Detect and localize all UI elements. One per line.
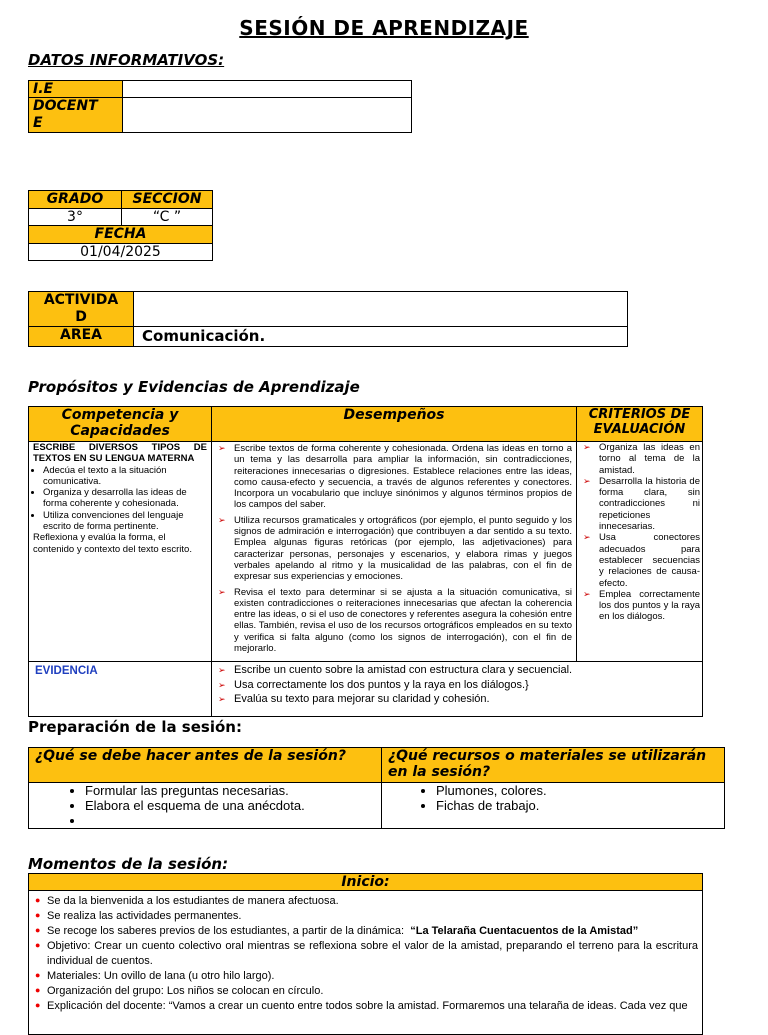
desempenos-cell bbox=[212, 442, 577, 662]
evidencia-item: ➢ Escribe un cuento sobre la amistad con estructura clara y secuencial. bbox=[216, 663, 698, 678]
page-title: SESIÓN DE APRENDIZAJE bbox=[239, 16, 529, 40]
seccion-label: SECCION bbox=[122, 191, 213, 209]
capacidad-item: • Adecúa el texto a la situación comunicativa. bbox=[43, 465, 207, 488]
evidencia-item: ➢ Usa correctamente los dos puntos y la raya en los diálogos.} bbox=[216, 678, 698, 693]
propositos-heading: Propósitos y Evidencias de Aprendizaje bbox=[28, 378, 360, 396]
recurso-item: • Fichas de trabajo. bbox=[436, 798, 720, 813]
inicio-item: ● Organización del grupo: Los niños se colocan en círculo. bbox=[33, 984, 698, 999]
criterios-cell bbox=[577, 442, 703, 662]
col-competencia: Competencia y Capacidades bbox=[29, 407, 212, 442]
criterio-item: ➢ Emplea correctamente los dos puntos y la raya en los diálogos. bbox=[581, 589, 700, 623]
col-antes: ¿Qué se debe hacer antes de la sesión? bbox=[29, 748, 382, 783]
inicio-item: ● Se realiza las actividades permanentes. bbox=[33, 909, 698, 924]
docente-value[interactable] bbox=[123, 98, 412, 133]
docente-label: DOCENT E bbox=[29, 98, 123, 133]
inicio-label: Inicio: bbox=[29, 874, 703, 891]
competencia-cell bbox=[29, 442, 212, 662]
antes-item: • Formular las preguntas necesarias. bbox=[85, 783, 377, 798]
col-desempenos: Desempeños bbox=[212, 407, 577, 442]
seccion-value: “C ” bbox=[122, 209, 213, 226]
evidencia-label: EVIDENCIA bbox=[29, 662, 212, 717]
inicio-item: ● Materiales: Un ovillo de lana (u otro hilo largo). bbox=[33, 969, 698, 984]
capacidad-extra: Reflexiona y evalúa la forma, el contenido y contexto del texto escrito. bbox=[33, 532, 192, 555]
actividad-label: ACTIVIDA D bbox=[29, 292, 134, 327]
criterio-item: ➢ Organiza las ideas en torno al tema de la amistad. bbox=[581, 442, 700, 476]
recurso-item: • Plumones, colores. bbox=[436, 783, 720, 798]
antes-item bbox=[85, 813, 377, 828]
evidencia-cell bbox=[212, 662, 703, 717]
inicio-item: ● Se recoge los saberes previos de los estudiantes, a partir de la dinámica: “La Telaraña Cuentacuentos de la Amistad” bbox=[33, 924, 698, 939]
fecha-value: 01/04/2025 bbox=[29, 244, 213, 261]
recursos-cell bbox=[382, 783, 725, 829]
datos-heading: DATOS INFORMATIVOS: bbox=[28, 51, 225, 69]
preparacion-table bbox=[28, 747, 725, 829]
col-criterios: CRITERIOS DE EVALUACIÓN bbox=[577, 407, 703, 442]
inicio-item: ● Se da la bienvenida a los estudiantes de manera afectuosa. bbox=[33, 894, 698, 909]
grado-table bbox=[28, 190, 213, 261]
ie-label: I.E bbox=[29, 81, 123, 98]
actividad-table bbox=[28, 291, 628, 347]
criterio-item: ➢ Usa conectores adecuados para establecer secuencias y relaciones de causa-efecto. bbox=[581, 532, 700, 588]
area-label: AREA bbox=[29, 327, 134, 347]
evidencia-item: ➢ Evalúa su texto para mejorar su claridad y cohesión. bbox=[216, 692, 698, 707]
capacidad-item: • Organiza y desarrolla las ideas de forma coherente y cohesionada. bbox=[43, 487, 207, 510]
inicio-cell bbox=[29, 891, 703, 1035]
fecha-label: FECHA bbox=[29, 226, 213, 244]
dinamica-name: “La Telaraña Cuentacuentos de la Amistad” bbox=[410, 925, 639, 937]
col-recursos: ¿Qué recursos o materiales se utilizarán en la sesión? bbox=[382, 748, 725, 783]
desempeno-item: ➢ Revisa el texto para determinar si se ajusta a la situación comunicativa, si existen contradicciones o reiteraciones innecesarias que afectan la coherencia entre las ideas, o si el uso de conectores y referentes asegura la cohesión entre ellas. También, revisa el uso de los recursos ortográficos empleados en su texto y verifica si falta alguno (como los signos de interrogación), con el fin de mejorarlo. bbox=[216, 587, 572, 655]
preparacion-heading: Preparación de la sesión: bbox=[28, 718, 242, 736]
ie-value[interactable] bbox=[123, 81, 412, 98]
antes-item: • Elabora el esquema de una anécdota. bbox=[85, 798, 377, 813]
area-value: Comunicación. bbox=[134, 327, 628, 347]
momentos-table bbox=[28, 873, 703, 1035]
actividad-value[interactable] bbox=[134, 292, 628, 327]
grado-label: GRADO bbox=[29, 191, 122, 209]
antes-cell bbox=[29, 783, 382, 829]
criterio-item: ➢ Desarrolla la historia de forma clara, sin contradicciones ni repeticiones innecesarias. bbox=[581, 476, 700, 532]
competencia-title: ESCRIBE DIVERSOS TIPOS DE TEXTOS EN SU LENGUA MATERNA bbox=[33, 442, 207, 465]
inicio-item: ● Objetivo: Crear un cuento colectivo oral mientras se reflexiona sobre el valor de la amistad, preparando el terreno para la escritura individual de cuentos. bbox=[33, 939, 698, 969]
desempeno-item: ➢ Escribe textos de forma coherente y cohesionada. Ordena las ideas en torno a un tema y las desarrolla para ampliar la información, sin contradicciones, reiteraciones innecesarias o digresiones. Establece relaciones entre las ideas, como causa-efecto y secuencia, a través de algunos referentes y conectores. Incorpora un vocabulario que incluye sinónimos y algunos términos propios de los campos del saber. bbox=[216, 443, 572, 511]
propositos-table bbox=[28, 406, 703, 717]
grado-value: 3° bbox=[29, 209, 122, 226]
momentos-heading: Momentos de la sesión: bbox=[28, 855, 229, 873]
inicio-item: ● Explicación del docente: “Vamos a crear un cuento entre todos sobre la amistad. Formaremos una telaraña de ideas. Cada vez que bbox=[33, 999, 698, 1014]
datos-table bbox=[28, 80, 412, 133]
desempeno-item: ➢ Utiliza recursos gramaticales y ortográficos (por ejemplo, el punto seguido y los signos de admiración e interrogación) que contribuyen a dar sentido a su texto. Emplea algunas figuras retóricas (por ejemplo, las adjetivaciones) para caracterizar personas, personajes y escenarios, y elabora rimas y juegos verbales apelando al ritmo y la musicalidad de las palabras, con el fin de expresar sus experiencias y emociones. bbox=[216, 515, 572, 583]
capacidad-item: • Utiliza convenciones del lenguaje escrito de forma pertinente. bbox=[43, 510, 207, 533]
